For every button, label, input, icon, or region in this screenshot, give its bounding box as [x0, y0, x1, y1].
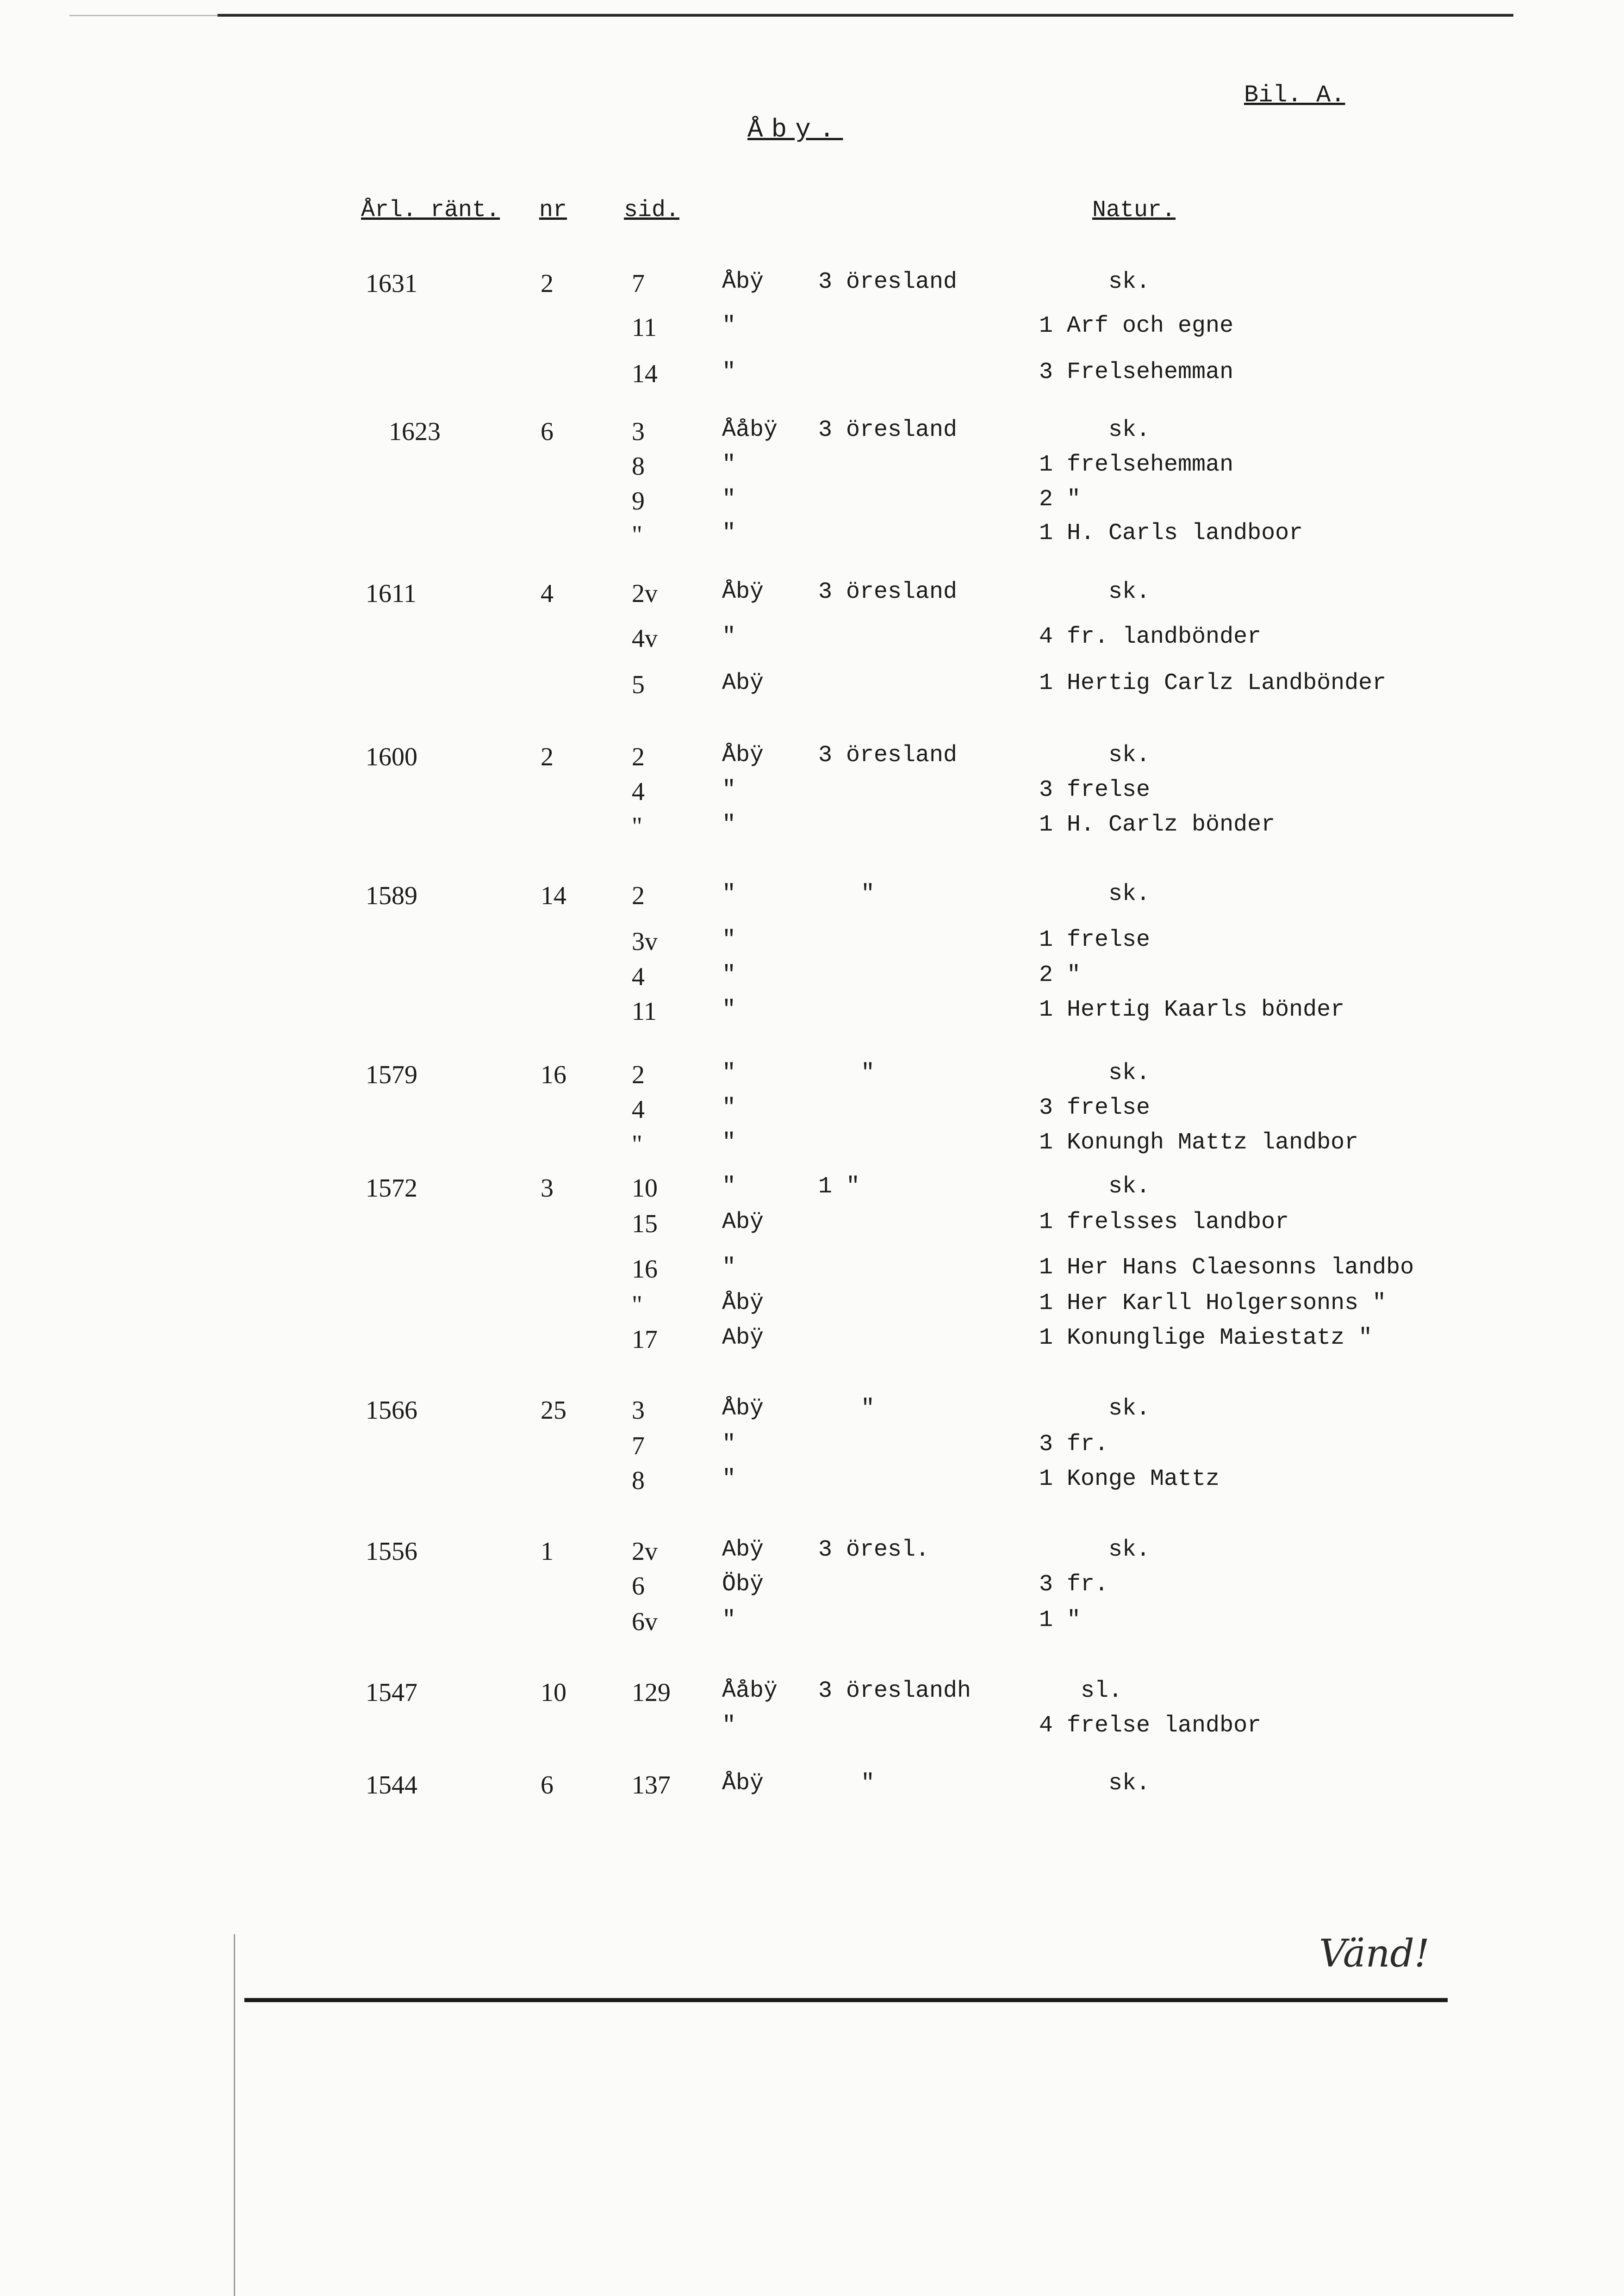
sid-cell: 4v — [632, 624, 658, 653]
description-cell: " — [861, 1770, 875, 1797]
sid-cell: 3v — [632, 927, 658, 956]
place-cell: " — [722, 520, 736, 546]
year-cell: 1579 — [366, 1061, 417, 1089]
description-cell: 3 öresland — [818, 269, 958, 295]
sid-cell: 4 — [632, 1095, 645, 1124]
place-cell: Åbÿ — [722, 1396, 764, 1422]
year-cell: 1589 — [366, 881, 417, 910]
natur-cell: 3 frelse — [1039, 777, 1151, 803]
natur-cell: 1 Her Karll Holgersonns " — [1039, 1290, 1387, 1316]
place-cell: Ååbÿ — [722, 417, 778, 443]
nr-cell: 3 — [541, 1174, 554, 1203]
sid-cell: " — [632, 521, 642, 549]
description-cell: " — [861, 1060, 875, 1086]
sid-cell: 4 — [632, 962, 645, 991]
natur-cell: 3 fr. — [1039, 1431, 1109, 1458]
place-cell: Åbÿ — [722, 1290, 764, 1316]
natur-cell: 3 Frelsehemman — [1039, 359, 1234, 385]
place-cell: " — [722, 1466, 736, 1492]
place-cell: " — [722, 313, 736, 339]
sid-cell: 11 — [632, 313, 657, 342]
year-cell: 1623 — [389, 417, 441, 446]
natur-cell: 3 frelse — [1039, 1095, 1151, 1121]
year-cell: 1547 — [366, 1678, 417, 1707]
place-cell: " — [722, 1254, 736, 1281]
sid-cell: 6v — [632, 1607, 658, 1636]
page-title: Åby. — [747, 115, 843, 144]
nr-cell: 10 — [541, 1678, 566, 1707]
year-cell: 1611 — [366, 579, 417, 608]
place-cell: Abÿ — [722, 1537, 764, 1563]
nr-cell: 6 — [541, 417, 554, 446]
sid-cell: " — [632, 812, 642, 841]
place-cell: " — [722, 1060, 736, 1086]
place-cell: " — [722, 1095, 736, 1121]
place-cell: Abÿ — [722, 1325, 764, 1351]
sid-cell: " — [632, 1291, 642, 1319]
place-cell: " — [722, 452, 736, 478]
nr-cell: 25 — [541, 1396, 566, 1425]
natur-cell: sk. — [1108, 269, 1151, 295]
natur-cell: sk. — [1108, 1537, 1151, 1563]
natur-cell: 4 fr. landbönder — [1039, 624, 1262, 650]
natur-cell: 1 Arf och egne — [1039, 313, 1234, 339]
sid-cell: 2 — [632, 743, 645, 771]
year-cell: 1572 — [366, 1174, 417, 1203]
sid-cell: 7 — [632, 269, 645, 298]
sid-cell: 3 — [632, 417, 645, 446]
description-cell: " — [861, 881, 875, 907]
sid-cell: 2 — [632, 1061, 645, 1089]
description-cell: " — [861, 1396, 875, 1422]
natur-cell: 1 frelse — [1039, 927, 1151, 953]
place-cell: Abÿ — [722, 670, 764, 696]
natur-cell: 1 frelsses landbor — [1039, 1209, 1289, 1235]
place-cell: Åbÿ — [722, 579, 764, 605]
sid-cell: 129 — [632, 1678, 671, 1707]
natur-cell: 1 Her Hans Claesonns landbo — [1039, 1254, 1414, 1281]
description-cell: 1 " — [818, 1173, 860, 1200]
header-natur: Natur. — [1092, 197, 1176, 223]
year-cell: 1544 — [366, 1771, 417, 1800]
nr-cell: 2 — [541, 743, 554, 771]
header-nr: nr — [539, 197, 567, 223]
sid-cell: 9 — [632, 487, 645, 515]
description-cell: 3 öresland — [818, 579, 958, 605]
natur-cell: sk. — [1108, 742, 1151, 769]
sid-cell: 2v — [632, 579, 658, 608]
sid-cell: 8 — [632, 1466, 645, 1495]
place-cell: " — [722, 927, 736, 953]
sid-cell: 4 — [632, 777, 645, 806]
description-cell: 3 öreslandh — [818, 1678, 971, 1704]
natur-cell: 2 " — [1039, 486, 1081, 513]
natur-cell: 1 " — [1039, 1607, 1081, 1633]
sid-cell: 14 — [632, 360, 658, 388]
natur-cell: sk. — [1108, 1770, 1151, 1797]
place-cell: " — [722, 1129, 736, 1156]
place-cell: " — [722, 812, 736, 838]
natur-cell: 1 Hertig Kaarls bönder — [1039, 997, 1345, 1023]
place-cell: Åbÿ — [722, 269, 764, 295]
place-cell: Abÿ — [722, 1209, 764, 1235]
sid-cell: 10 — [632, 1174, 658, 1203]
place-cell: " — [722, 962, 736, 988]
nr-cell: 1 — [541, 1537, 554, 1566]
place-cell: Åbÿ — [722, 742, 764, 769]
sid-cell: 137 — [632, 1771, 671, 1800]
natur-cell: 1 H. Carlz bönder — [1039, 812, 1276, 838]
natur-cell: sk. — [1108, 579, 1151, 605]
nr-cell: 4 — [541, 579, 554, 608]
place-cell: " — [722, 881, 736, 907]
sid-cell: " — [632, 1130, 642, 1159]
natur-cell: 2 " — [1039, 962, 1081, 988]
nr-cell: 14 — [541, 881, 566, 910]
description-cell: 3 öresland — [818, 417, 958, 443]
year-cell: 1631 — [366, 269, 417, 298]
sid-cell: 16 — [632, 1255, 658, 1284]
year-cell: 1600 — [366, 743, 417, 771]
sid-cell: 8 — [632, 452, 645, 481]
sid-cell: 17 — [632, 1325, 658, 1354]
place-cell: " — [722, 1607, 736, 1633]
sid-cell: 5 — [632, 670, 645, 699]
natur-cell: sk. — [1108, 1396, 1151, 1422]
natur-cell: 1 Konunglige Maiestatz " — [1039, 1325, 1373, 1351]
place-cell: Ååbÿ — [722, 1678, 778, 1704]
place-cell: " — [722, 624, 736, 650]
nr-cell: 6 — [541, 1771, 554, 1800]
header-sid: sid. — [624, 197, 680, 223]
nr-cell: 2 — [541, 269, 554, 298]
year-cell: 1566 — [366, 1396, 417, 1425]
sid-cell: 6 — [632, 1572, 645, 1601]
sid-cell: 2v — [632, 1537, 658, 1566]
natur-cell: sk. — [1108, 417, 1151, 443]
natur-cell: 1 Konungh Mattz landbor — [1039, 1129, 1359, 1156]
place-cell: " — [722, 1173, 736, 1200]
natur-cell: 1 Hertig Carlz Landbönder — [1039, 670, 1387, 696]
appendix-label: Bil. A. — [1244, 81, 1345, 109]
top-rule-faint — [69, 15, 218, 16]
svg-text:Vänd!: Vänd! — [1319, 1932, 1430, 1976]
natur-cell: 1 H. Carls landboor — [1039, 520, 1303, 546]
natur-cell: 3 fr. — [1039, 1571, 1109, 1598]
natur-cell: 1 frelsehemman — [1039, 452, 1234, 478]
bottom-rule — [244, 1998, 1448, 2002]
handwritten-note — [1314, 1927, 1444, 1983]
margin-line — [234, 1934, 235, 2296]
place-cell: " — [722, 359, 736, 385]
top-rule — [218, 14, 1513, 17]
natur-cell: sk. — [1108, 1173, 1151, 1200]
description-cell: 3 öresl. — [818, 1537, 930, 1563]
nr-cell: 16 — [541, 1061, 566, 1089]
place-cell: Åbÿ — [722, 1770, 764, 1797]
natur-cell: sl. — [1081, 1678, 1123, 1704]
year-cell: 1556 — [366, 1537, 417, 1566]
natur-cell: sk. — [1108, 881, 1151, 907]
natur-cell: sk. — [1108, 1060, 1151, 1086]
sid-cell: 2 — [632, 881, 645, 910]
place-cell: " — [722, 997, 736, 1023]
place-cell: " — [722, 777, 736, 803]
description-cell: 3 öresland — [818, 742, 958, 769]
place-cell: Öbÿ — [722, 1571, 764, 1598]
natur-cell: 4 frelse landbor — [1039, 1713, 1262, 1739]
header-arl-rant: Årl. ränt. — [361, 197, 500, 223]
place-cell: " — [722, 1713, 736, 1739]
place-cell: " — [722, 1431, 736, 1458]
natur-cell: 1 Konge Mattz — [1039, 1466, 1220, 1492]
place-cell: " — [722, 486, 736, 513]
sid-cell: 15 — [632, 1210, 658, 1238]
sid-cell: 11 — [632, 997, 657, 1026]
sid-cell: 3 — [632, 1396, 645, 1425]
sid-cell: 7 — [632, 1432, 645, 1460]
